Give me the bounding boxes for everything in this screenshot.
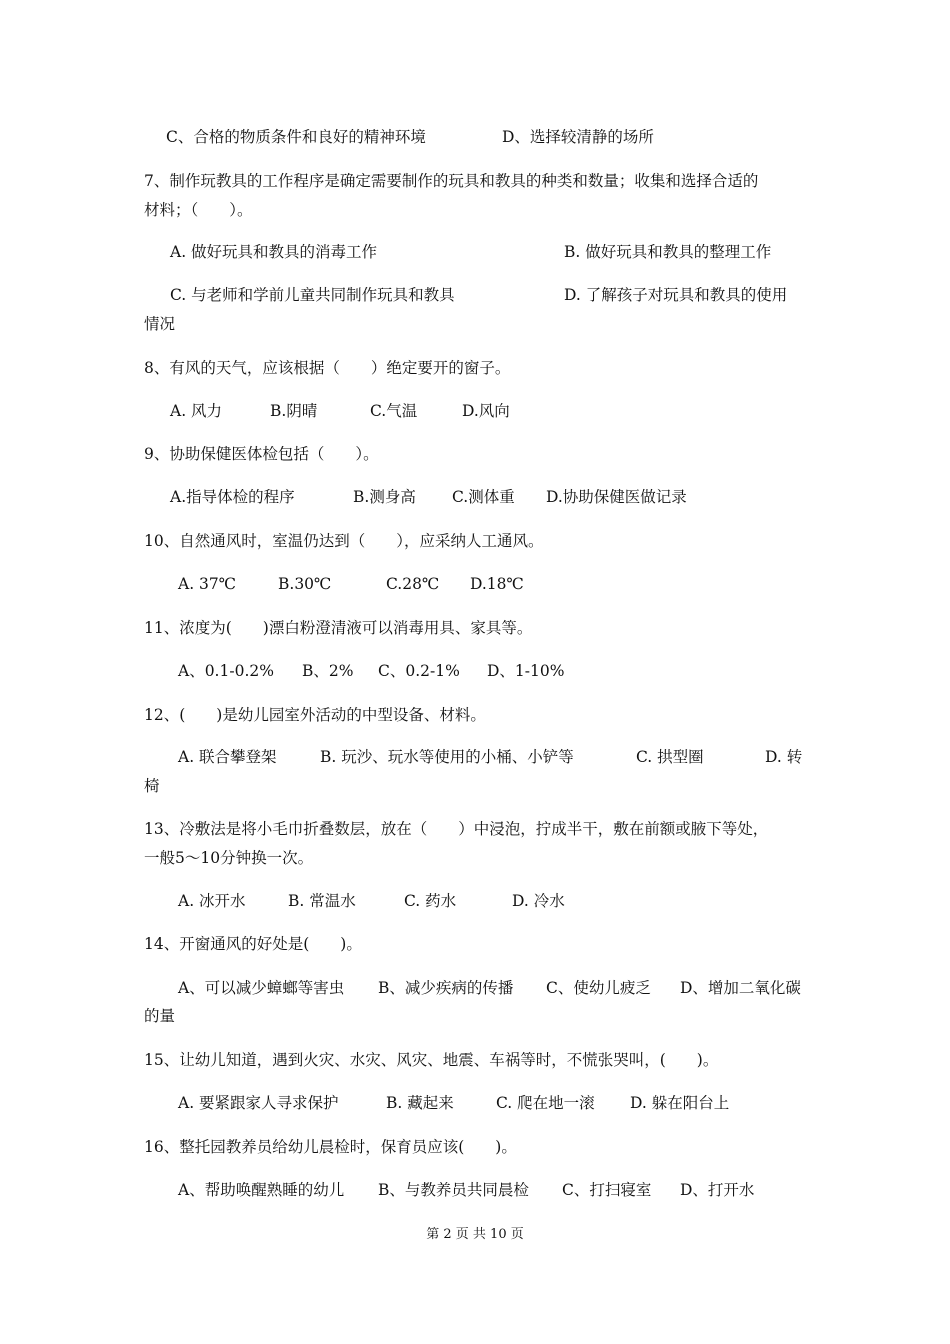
q12-option-a: A. 联合攀登架 <box>178 748 277 766</box>
q8-option-b: B.阴晴 <box>270 402 318 420</box>
q11-option-a: A、0.1-0.2% <box>178 662 274 680</box>
q14-option-b: B、减少疾病的传播 <box>378 979 514 997</box>
q6-option-c: C、合格的物质条件和良好的精神环境 <box>166 128 426 146</box>
q10-option-c: C.28℃ <box>386 575 440 593</box>
q10-option-b: B.30℃ <box>278 575 332 593</box>
q9-option-b: B.测身高 <box>353 488 416 506</box>
q14-option-c: C、使幼儿疲乏 <box>546 979 651 997</box>
q13-option-d: D. 冷水 <box>512 892 565 910</box>
q13-option-b: B. 常温水 <box>288 892 356 910</box>
page-number-footer: 第 2 页 共 10 页 <box>426 1227 524 1242</box>
q11-option-d: D、1-10% <box>487 662 565 680</box>
q15-option-c: C. 爬在地一滚 <box>496 1094 595 1112</box>
q8-option-a: A. 风力 <box>170 402 223 420</box>
q16-option-c: C、打扫寝室 <box>562 1181 652 1199</box>
q8-option-c: C.气温 <box>370 402 418 420</box>
q14-option-d: D、增加二氧化碳 <box>680 979 801 997</box>
q7-option-c: C. 与老师和学前儿童共同制作玩具和教具 <box>170 286 455 304</box>
q9-option-c: C.测体重 <box>452 488 515 506</box>
document-page: C、合格的物质条件和良好的精神环境 D、选择较清静的场所 7、制作玩教具的工作程序是确定需要制作的玩具和教具的种类和数量；收集和选择合适的 材料；（ ）。 A. 做好玩具和教具的消毒工作 B. 做好玩具和教具的整理工作 C. 与老师和学前儿童共同制作玩具和教具 D. 了解孩子对玩具和教具的使用 情况 8、有风的天气，应该根据（ ）绝定要开的窗子。 A. 风力 B.阴晴 C.气温 D.风向 9、协助保健医体检包括（ ）。 A.指导体检的程序 B.测身高 C.测体重 D.协助保健医做记录 10、自然通风时，室温仍达到（ ），应采纳人工通风。 A. 37℃ B.30℃ C.28℃ D.18℃ 11、浓度为( )漂白粉澄清液可以消毒用具、家具等。 A、0.1-0.2% B、2% C、0.2-1% D、1-10% 12、( )是幼儿园室外活动的中型设备、材料。 A. 联合攀登架 B. 玩沙、玩水等使用的小桶、小铲等 C. 拱型圈 D. 转 椅 13、冷敷法是将小毛巾折叠数层，放在（ ）中浸泡，拧成半干，敷在前额或腋下等处， 一般5～10分钟换一次。 A. 冰开水 B. 常温水 C. 药水 D. 冷水 14、开窗通风的好处是( )。 A、可以减少蟑螂等害虫 B、减少疾病的传播 C、使幼儿疲乏 D、增加二氧化碳 的量 15、让幼儿知道，遇到火灾、水灾、风灾、地震、车祸等时，不慌张哭叫，( )。 A. 要紧跟家人寻求保护 B. 藏起来 C. 爬在地一滚 D. 躲在阳台上 16、整托园教养员给幼儿晨检时，保育员应该( )。 A、帮助唤醒熟睡的幼儿 B、与教养员共同晨检 C、打扫寝室 D、打开水 第 2 页 共 10 页 <box>0 0 950 1344</box>
q12-option-b: B. 玩沙、玩水等使用的小桶、小铲等 <box>320 748 574 766</box>
q14-option-a: A、可以减少蟑螂等害虫 <box>178 979 345 997</box>
q15-option-d: D. 躲在阳台上 <box>630 1094 730 1112</box>
q8-option-d: D.风向 <box>462 402 510 420</box>
q16-option-d: D、打开水 <box>680 1181 755 1199</box>
q7-option-a: A. 做好玩具和教具的消毒工作 <box>170 243 378 261</box>
q9-option-a: A.指导体检的程序 <box>170 488 295 506</box>
q13-option-c: C. 药水 <box>404 892 457 910</box>
q11-option-c: C、0.2-1% <box>378 662 460 680</box>
q11-option-b: B、2% <box>302 662 354 680</box>
q7-option-b: B. 做好玩具和教具的整理工作 <box>564 243 772 261</box>
q6-option-d: D、选择较清静的场所 <box>502 128 654 146</box>
q12-option-d: D. 转 <box>765 748 803 766</box>
q15-option-b: B. 藏起来 <box>386 1094 454 1112</box>
q10-option-a: A. 37℃ <box>178 575 237 593</box>
q10-option-d: D.18℃ <box>470 575 524 593</box>
q16-option-b: B、与教养员共同晨检 <box>378 1181 529 1199</box>
q12-option-c: C. 拱型圈 <box>636 748 704 766</box>
q16-option-a: A、帮助唤醒熟睡的幼儿 <box>178 1181 345 1199</box>
q15-option-a: A. 要紧跟家人寻求保护 <box>178 1094 339 1112</box>
q9-option-d: D.协助保健医做记录 <box>546 488 687 506</box>
q13-option-a: A. 冰开水 <box>178 892 246 910</box>
q7-option-d: D. 了解孩子对玩具和教具的使用 <box>564 286 788 304</box>
